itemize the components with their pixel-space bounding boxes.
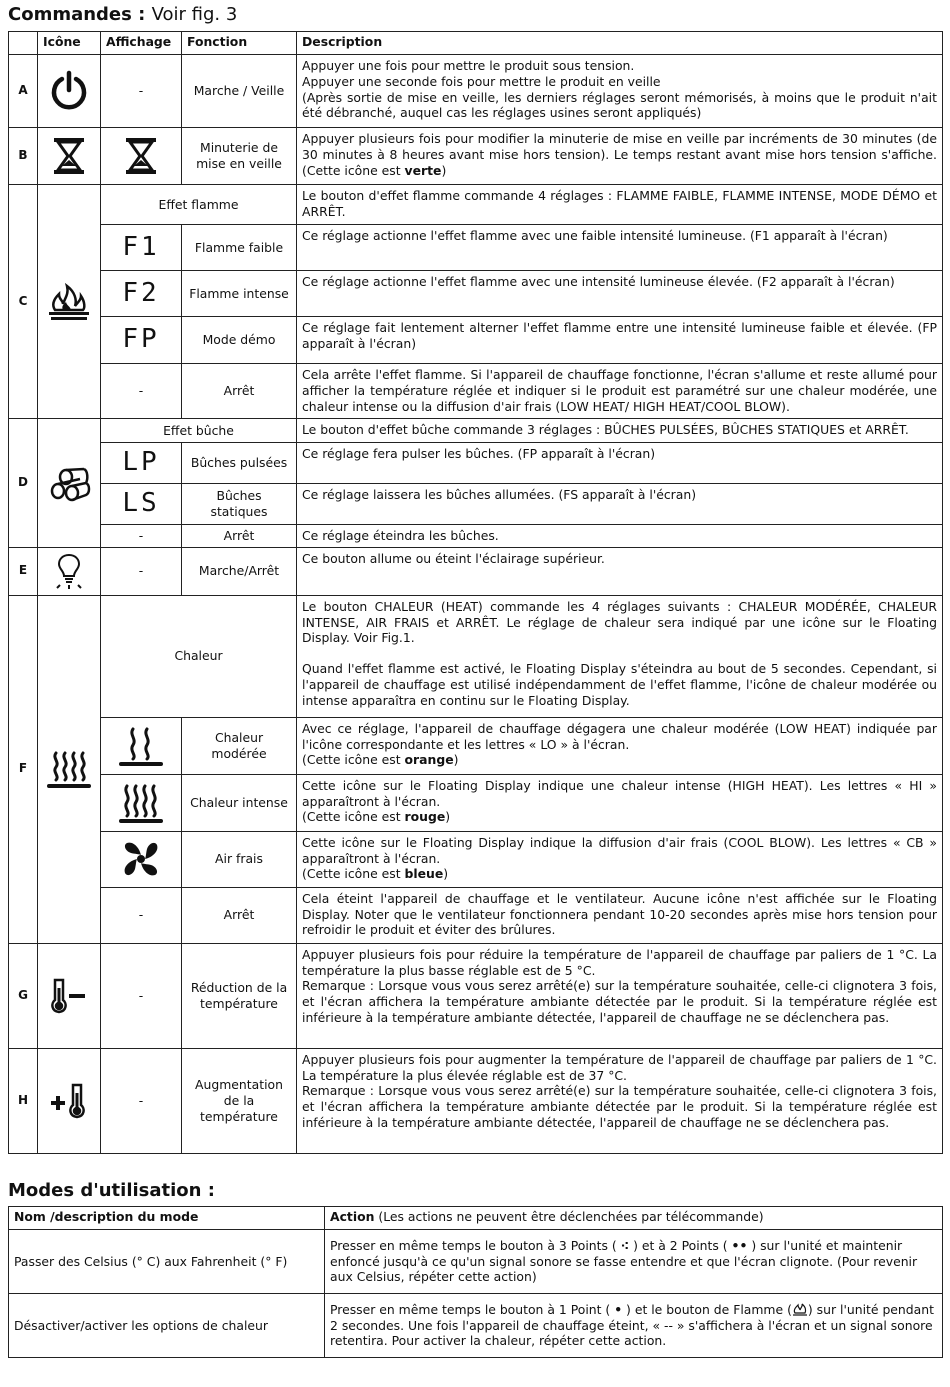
description-text: Ce bouton allume ou éteint l'éclairage supérieur. xyxy=(297,547,943,595)
display-value: - xyxy=(101,525,182,548)
function-label: Chaleur intense xyxy=(182,774,297,831)
lcd-display: LP xyxy=(101,443,182,484)
flame-button-icon xyxy=(792,1303,808,1317)
display-value: - xyxy=(101,364,182,419)
header-function: Fonction xyxy=(182,32,297,55)
row-f4 xyxy=(9,887,943,943)
display-value: - xyxy=(101,1048,182,1153)
description-text: Ce réglage actionne l'effet flamme avec une intensité lumineuse élevée. (F2 apparaît à l'écran) xyxy=(297,271,943,317)
description-text: Cela arrête l'effet flamme. Si l'appareil de chauffage fonctionne, l'écran s'allume et reste allumé pour afficher la température réglée et indiquer si le produit est paramétré sur une chaleur modérée, une chaleur intense ou la diffusion d'air frais (LOW HEAT/ HIGH HEAT/COOL BLOW). xyxy=(297,364,943,419)
hourglass-icon xyxy=(38,128,101,185)
description-text: Ce réglage éteindra les bûches. xyxy=(297,525,943,548)
description-text: Le bouton CHALEUR (HEAT) commande les 4 réglages suivants : CHALEUR MODÉRÉE, CHALEUR INTENSE, AIR FRAIS et ARRÊT. Le réglage de chaleur sera indiqué par une icône sur le Floating Display. Voir Fig.1. Quand l'effet flamme est activé, le Floating Display s'éteindra au bout de 5 secondes. Cependant, si l'appareil de chauffage est utilisé indépendamment de l'effet flamme, l'icône de chaleur modérée ou intense apparaîtra en continu sur le Floating Display. xyxy=(297,595,943,717)
mode-row xyxy=(9,1230,943,1294)
high-heat-icon xyxy=(101,774,182,831)
mode-action: Presser en même temps le bouton à 1 Point ( • ) et le bouton de Flamme ( ) sur l'unité pendant 2 secondes. Une fois l'appareil de chauffage éteint, « -- » s'affichera à l'écran et un signal sonore retentira. Pour activer la chaleur, répéter cette action. xyxy=(325,1294,943,1358)
description-text: Ce réglage fait lentement alterner l'effet flamme entre une intensité lumineuse faible et élevée. (FP apparaît à l'écran) xyxy=(297,317,943,364)
commands-header-row xyxy=(9,32,943,55)
function-label: Réduction de la température xyxy=(182,943,297,1048)
row-f-head xyxy=(9,595,943,717)
description-text: Appuyer plusieurs fois pour modifier la minuterie de mise en veille par incréments de 30 minutes (de 30 minutes à 8 heures avant mise hors tension). Le temps restant avant mise hors tension s'affiche. (Cette icône est verte) xyxy=(297,128,943,185)
function-label: Flamme intense xyxy=(182,271,297,317)
header-display: Affichage xyxy=(101,32,182,55)
two-dots-icon: •• xyxy=(731,1237,748,1253)
description-text: Cela éteint l'appareil de chauffage et le ventilateur. Aucune icône n'est affichée sur le Floating Display. Noter que le ventilateur fonctionnera pendant 10-20 secondes après mise hors tension pour refroidir le produit et éviter des brûlures. xyxy=(297,887,943,943)
modes-table xyxy=(8,1206,943,1358)
row-h xyxy=(9,1048,943,1153)
row-c1 xyxy=(9,225,943,271)
header-mode: Nom /description du mode xyxy=(9,1207,325,1230)
commands-title: Commandes : Voir fig. 3 xyxy=(8,4,238,25)
row-d3 xyxy=(9,525,943,548)
logs-icon xyxy=(38,419,101,548)
description-text: Le bouton d'effet bûche commande 3 réglages : BÛCHES PULSÉES, BÛCHES STATIQUES et ARRÊT. xyxy=(297,419,943,443)
function-label: Effet bûche xyxy=(101,419,297,443)
modes-title: Modes d'utilisation : xyxy=(8,1180,215,1201)
description-text: Appuyer plusieurs fois pour réduire la température de l'appareil de chauffage par paliers de 1 °C. La température la plus basse réglable est de 5 °C. Remarque : Lorsque vous vous serez arrêté(e) sur la température souhaitée, celle-ci clignotera 3 fois, et l'écran affichera la température ambiante détectée par le produit. Si la température réglée est inférieure à la température ambiante détectée, l'appareil de chauffage ne se déclenchera pas. xyxy=(297,943,943,1048)
row-c4 xyxy=(9,364,943,419)
mode-row xyxy=(9,1294,943,1358)
row-letter: E xyxy=(9,547,38,595)
row-letter: A xyxy=(9,55,38,128)
flame-icon xyxy=(38,185,101,419)
row-d2 xyxy=(9,484,943,525)
lcd-display: F1 xyxy=(101,225,182,271)
mode-name: Désactiver/activer les options de chaleur xyxy=(9,1294,325,1358)
function-label: Flamme faible xyxy=(182,225,297,271)
description-text: Cette icône sur le Floating Display indique la diffusion d'air frais (COOL BLOW). Les lettres « CB » apparaîtront à l'écran. (Cette icône est bleue) xyxy=(297,831,943,887)
row-c3 xyxy=(9,317,943,364)
low-heat-icon xyxy=(101,717,182,774)
function-label: Chaleur modérée xyxy=(182,717,297,774)
row-b xyxy=(9,128,943,185)
row-letter: H xyxy=(9,1048,38,1153)
lcd-display: FP xyxy=(101,317,182,364)
mode-name: Passer des Celsius (° C) aux Fahrenheit (° F) xyxy=(9,1230,325,1294)
modes-header-row xyxy=(9,1207,943,1230)
description-text: Ce réglage fera pulser les bûches. (FP apparaît à l'écran) xyxy=(297,443,943,484)
description-text: Cette icône sur le Floating Display indique une chaleur intense (HIGH HEAT). Les lettres « HI » apparaîtront à l'écran. (Cette icône est rouge) xyxy=(297,774,943,831)
display-value: - xyxy=(101,943,182,1048)
description-text: Le bouton d'effet flamme commande 4 réglages : FLAMME FAIBLE, FLAMME INTENSE, MODE DÉMO et ARRÊT. xyxy=(297,185,943,225)
three-dots-icon: ⁖ xyxy=(620,1237,630,1253)
row-e xyxy=(9,547,943,595)
row-letter: F xyxy=(9,595,38,943)
row-letter: C xyxy=(9,185,38,419)
row-f1 xyxy=(9,717,943,774)
function-label: Marche/Arrêt xyxy=(182,547,297,595)
power-icon xyxy=(38,55,101,128)
fan-icon xyxy=(101,831,182,887)
function-label: Bûches pulsées xyxy=(182,443,297,484)
thermometer-minus-icon xyxy=(38,943,101,1048)
heat-icon xyxy=(38,595,101,943)
mode-action: Presser en même temps le bouton à 3 Points ( ⁖ ) et à 2 Points ( •• ) sur l'unité et maintenir enfoncé jusqu'à ce qu'un signal sonore se fasse entendre et que l'écran clignote. (Pour revenir aux Celsius, répéter cette action) xyxy=(325,1230,943,1294)
row-f2 xyxy=(9,774,943,831)
light-bulb-icon xyxy=(38,547,101,595)
display-value: - xyxy=(101,547,182,595)
row-f3 xyxy=(9,831,943,887)
lcd-display: LS xyxy=(101,484,182,525)
display-value: - xyxy=(101,55,182,128)
function-label: Mode démo xyxy=(182,317,297,364)
row-letter: D xyxy=(9,419,38,548)
description-text: Ce réglage actionne l'effet flamme avec une faible intensité lumineuse. (F1 apparaît à l'écran) xyxy=(297,225,943,271)
row-c2 xyxy=(9,271,943,317)
row-letter: B xyxy=(9,128,38,185)
row-c-head xyxy=(9,185,943,225)
function-label: Bûches statiques xyxy=(182,484,297,525)
function-label: Arrêt xyxy=(182,887,297,943)
hourglass-display-icon xyxy=(101,128,182,185)
row-letter: G xyxy=(9,943,38,1048)
commands-table xyxy=(8,31,943,1154)
function-label: Effet flamme xyxy=(101,185,297,225)
function-label: Augmentation de la température xyxy=(182,1048,297,1153)
description-text: Appuyer une fois pour mettre le produit sous tension. Appuyer une seconde fois pour mettre le produit en veille (Après sortie de mise en veille, les derniers réglages seront mémorisés, à moins que le produit n'ait été débranché, auquel cas les réglages usines seront appliqués) xyxy=(297,55,943,128)
function-label: Air frais xyxy=(182,831,297,887)
row-g xyxy=(9,943,943,1048)
function-label: Arrêt xyxy=(182,525,297,548)
lcd-display: F2 xyxy=(101,271,182,317)
function-label: Arrêt xyxy=(182,364,297,419)
header-action: Action (Les actions ne peuvent être déclenchées par télécommande) xyxy=(325,1207,943,1230)
function-label: Chaleur xyxy=(101,595,297,717)
thermometer-plus-icon xyxy=(38,1048,101,1153)
row-a xyxy=(9,55,943,128)
header-icon: Icône xyxy=(38,32,101,55)
display-value: - xyxy=(101,887,182,943)
function-label: Minuterie de mise en veille xyxy=(182,128,297,185)
function-label: Marche / Veille xyxy=(182,55,297,128)
one-dot-icon: • xyxy=(614,1301,623,1317)
description-text: Appuyer plusieurs fois pour augmenter la température de l'appareil de chauffage par paliers de 1 °C. La température la plus élevée réglable est de 37 °C. Remarque : Lorsque vous vous serez arrêté(e) sur la température souhaitée, celle-ci clignotera 3 fois, et l'écran affichera la température ambiante détectée par le produit. Si la température réglée est inférieure à la température ambiante détectée, l'appareil de chauffage ne se déclenchera pas. xyxy=(297,1048,943,1153)
description-text: Avec ce réglage, l'appareil de chauffage dégagera une chaleur modérée (LOW HEAT) indiquée par l'icône correspondante et les lettres « LO » à l'écran. (Cette icône est orange) xyxy=(297,717,943,774)
description-text: Ce réglage laissera les bûches allumées. (FS apparaît à l'écran) xyxy=(297,484,943,525)
row-d1 xyxy=(9,443,943,484)
header-description: Description xyxy=(297,32,943,55)
row-d-head xyxy=(9,419,943,443)
